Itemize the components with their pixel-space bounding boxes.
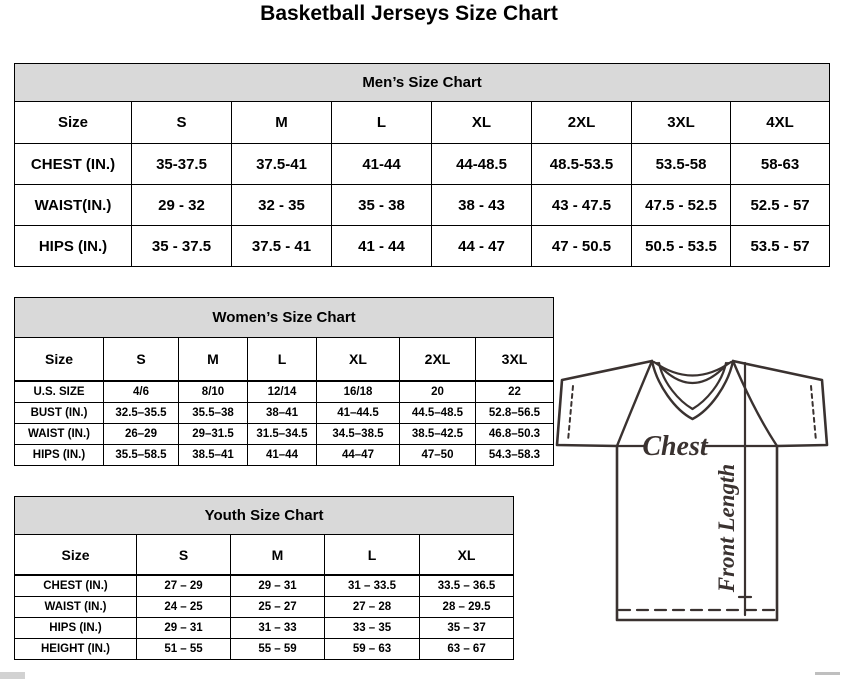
column-header: XL	[317, 338, 400, 382]
size-value-cell: 35 - 38	[332, 185, 432, 226]
size-value-cell: 44–47	[317, 445, 400, 466]
jersey-icon	[553, 353, 838, 643]
collar-back-arc-deep	[657, 363, 728, 383]
size-value-cell: 41 - 44	[332, 226, 432, 267]
column-header: S	[104, 338, 179, 382]
size-value-cell: 38.5–42.5	[400, 424, 476, 445]
size-value-cell: 37.5 - 41	[232, 226, 332, 267]
column-header: M	[179, 338, 248, 382]
size-value-cell: 29–31.5	[179, 424, 248, 445]
size-value-cell: 44-48.5	[432, 144, 532, 185]
column-header: S	[132, 102, 232, 144]
table-row	[15, 403, 554, 424]
size-value-cell: 51 – 55	[137, 639, 231, 660]
column-header: Size	[15, 102, 132, 144]
size-value-cell: 58-63	[731, 144, 830, 185]
jersey-measurement-diagram	[553, 353, 838, 643]
size-value-cell: 50.5 - 53.5	[632, 226, 731, 267]
size-value-cell: 52.8–56.5	[476, 403, 554, 424]
size-value-cell: 34.5–38.5	[317, 424, 400, 445]
table-row	[15, 445, 554, 466]
size-value-cell: 37.5-41	[232, 144, 332, 185]
size-value-cell: 53.5 - 57	[731, 226, 830, 267]
row-label: BUST (IN.)	[15, 403, 104, 424]
womens-size-table	[14, 297, 554, 466]
scrollbar-fragment-left[interactable]	[0, 672, 25, 679]
size-value-cell: 53.5-58	[632, 144, 731, 185]
size-value-cell: 32 - 35	[232, 185, 332, 226]
right-cuff-stitch	[811, 386, 816, 441]
row-label: HIPS (IN.)	[15, 226, 132, 267]
size-value-cell: 33 – 35	[325, 618, 420, 639]
size-value-cell: 44 - 47	[432, 226, 532, 267]
column-header: XL	[420, 535, 514, 576]
size-value-cell: 31.5–34.5	[248, 424, 317, 445]
size-value-cell: 41–44	[248, 445, 317, 466]
size-value-cell: 55 – 59	[231, 639, 325, 660]
table-row	[15, 381, 554, 403]
page-title: Basketball Jerseys Size Chart	[260, 2, 558, 25]
size-value-cell: 47 - 50.5	[532, 226, 632, 267]
womens-chart-title: Women’s Size Chart	[15, 298, 554, 338]
column-header: 4XL	[731, 102, 830, 144]
size-value-cell: 47.5 - 52.5	[632, 185, 731, 226]
row-label: HIPS (IN.)	[15, 618, 137, 639]
size-value-cell: 35 - 37.5	[132, 226, 232, 267]
front-length-label: Front Length	[714, 463, 739, 593]
table-row	[15, 597, 514, 618]
size-value-cell: 29 – 31	[231, 575, 325, 597]
table-row	[15, 639, 514, 660]
size-value-cell: 32.5–35.5	[104, 403, 179, 424]
size-value-cell: 44.5–48.5	[400, 403, 476, 424]
youth-chart-title: Youth Size Chart	[15, 497, 514, 535]
chest-label: Chest	[642, 431, 708, 462]
size-value-cell: 27 – 28	[325, 597, 420, 618]
right-sleeve-seam	[733, 361, 777, 446]
table-row	[15, 424, 554, 445]
youth-size-table	[14, 496, 514, 660]
collar-back-arc-shallow	[654, 362, 731, 376]
row-label: CHEST (IN.)	[15, 144, 132, 185]
size-value-cell: 16/18	[317, 381, 400, 403]
size-value-cell: 52.5 - 57	[731, 185, 830, 226]
size-value-cell: 48.5-53.5	[532, 144, 632, 185]
column-header: 2XL	[400, 338, 476, 382]
column-header: L	[332, 102, 432, 144]
row-label: WAIST (IN.)	[15, 424, 104, 445]
size-value-cell: 35-37.5	[132, 144, 232, 185]
scrollbar-fragment-right[interactable]	[815, 672, 840, 675]
size-value-cell: 54.3–58.3	[476, 445, 554, 466]
row-label: WAIST(IN.)	[15, 185, 132, 226]
size-value-cell: 41–44.5	[317, 403, 400, 424]
column-header: Size	[15, 338, 104, 382]
size-value-cell: 46.8–50.3	[476, 424, 554, 445]
column-header: L	[325, 535, 420, 576]
row-label: HEIGHT (IN.)	[15, 639, 137, 660]
size-value-cell: 35.5–58.5	[104, 445, 179, 466]
row-label: CHEST (IN.)	[15, 575, 137, 597]
size-value-cell: 38.5–41	[179, 445, 248, 466]
size-value-cell: 35 – 37	[420, 618, 514, 639]
mens-size-table	[14, 63, 830, 267]
size-value-cell: 4/6	[104, 381, 179, 403]
size-value-cell: 22	[476, 381, 554, 403]
size-value-cell: 8/10	[179, 381, 248, 403]
column-header: L	[248, 338, 317, 382]
table-row	[15, 185, 830, 226]
column-header: 3XL	[476, 338, 554, 382]
size-value-cell: 28 – 29.5	[420, 597, 514, 618]
column-header: S	[137, 535, 231, 576]
size-value-cell: 43 - 47.5	[532, 185, 632, 226]
column-header: M	[232, 102, 332, 144]
table-row	[15, 575, 514, 597]
row-label: WAIST (IN.)	[15, 597, 137, 618]
size-value-cell: 27 – 29	[137, 575, 231, 597]
column-header: 3XL	[632, 102, 731, 144]
size-value-cell: 41-44	[332, 144, 432, 185]
size-value-cell: 29 - 32	[132, 185, 232, 226]
size-value-cell: 35.5–38	[179, 403, 248, 424]
jersey-outline	[557, 361, 827, 620]
column-header: Size	[15, 535, 137, 576]
size-value-cell: 63 – 67	[420, 639, 514, 660]
table-row	[15, 144, 830, 185]
size-value-cell: 20	[400, 381, 476, 403]
size-value-cell: 25 – 27	[231, 597, 325, 618]
size-value-cell: 31 – 33.5	[325, 575, 420, 597]
column-header: 2XL	[532, 102, 632, 144]
column-header: XL	[432, 102, 532, 144]
size-value-cell: 12/14	[248, 381, 317, 403]
row-label: HIPS (IN.)	[15, 445, 104, 466]
size-value-cell: 33.5 – 36.5	[420, 575, 514, 597]
size-value-cell: 26–29	[104, 424, 179, 445]
mens-chart-title: Men’s Size Chart	[15, 64, 830, 102]
table-row	[15, 226, 830, 267]
table-row	[15, 618, 514, 639]
row-label: U.S. SIZE	[15, 381, 104, 403]
column-header: M	[231, 535, 325, 576]
size-value-cell: 38–41	[248, 403, 317, 424]
size-value-cell: 38 - 43	[432, 185, 532, 226]
size-value-cell: 29 – 31	[137, 618, 231, 639]
size-value-cell: 59 – 63	[325, 639, 420, 660]
left-cuff-stitch	[568, 386, 573, 441]
size-value-cell: 47–50	[400, 445, 476, 466]
size-value-cell: 31 – 33	[231, 618, 325, 639]
front-length-measure-line	[739, 363, 751, 615]
size-value-cell: 24 – 25	[137, 597, 231, 618]
